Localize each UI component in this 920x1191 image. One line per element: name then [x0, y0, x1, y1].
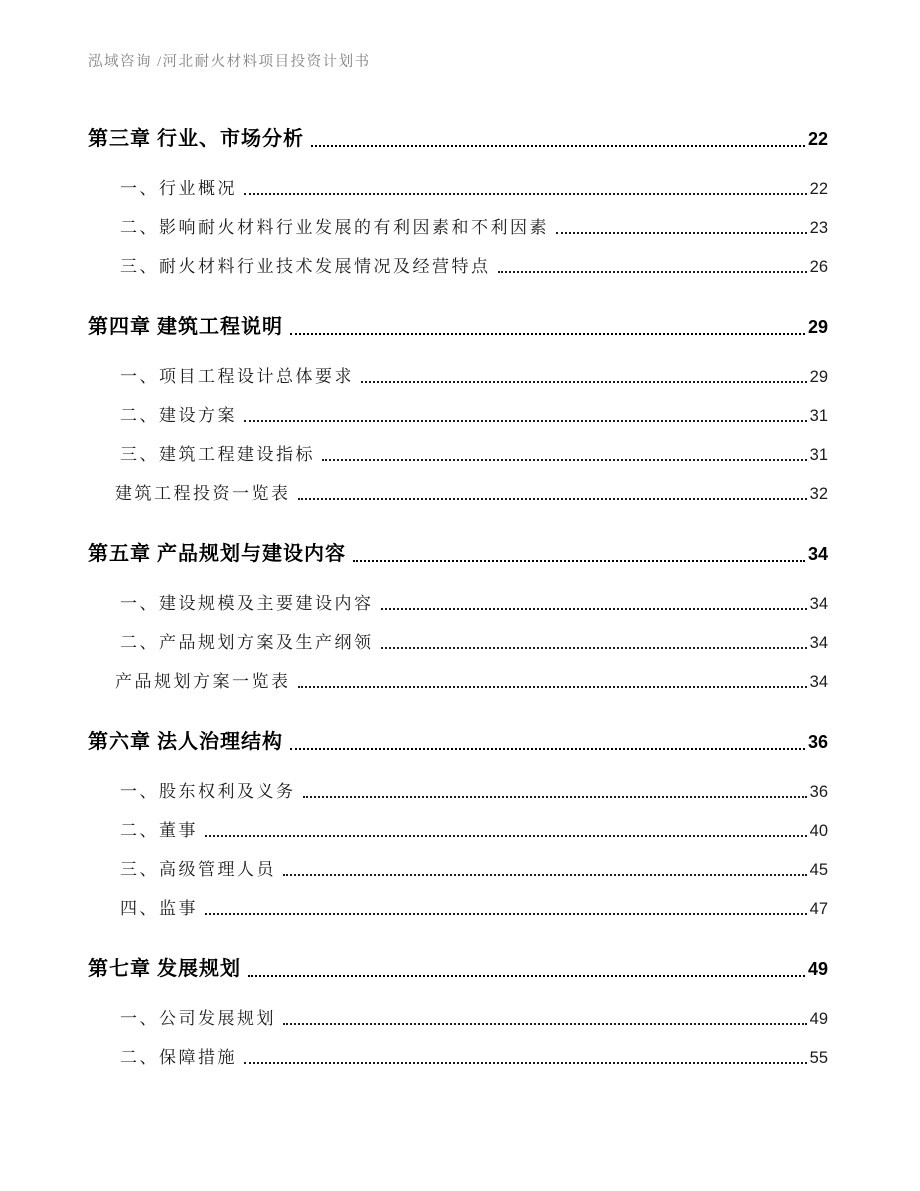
dot-leader — [248, 975, 805, 977]
toc-sub-title: 三、耐火材料行业技术发展情况及经营特点 — [120, 257, 491, 276]
toc-page-number: 36 — [809, 783, 828, 801]
toc-page-number: 36 — [807, 732, 828, 752]
toc-page-number: 49 — [807, 959, 828, 979]
dot-leader — [322, 459, 807, 461]
toc-sub-entry[interactable] — [88, 781, 828, 803]
toc-sub-title: 一、项目工程设计总体要求 — [120, 367, 354, 386]
toc-page-number: 34 — [809, 634, 828, 652]
dot-leader — [298, 498, 807, 500]
toc-sub-entry[interactable] — [88, 671, 828, 693]
dot-leader — [498, 271, 807, 273]
toc-chapter-entry[interactable] — [88, 541, 828, 567]
toc-chapter-title: 第三章 行业、市场分析 — [88, 128, 304, 150]
toc-list — [88, 126, 828, 1069]
toc-page-number: 40 — [809, 822, 828, 840]
toc-sub-title: 二、保障措施 — [120, 1048, 237, 1067]
toc-page-number: 34 — [807, 544, 828, 564]
dot-leader — [283, 1023, 807, 1025]
toc-sub-entry[interactable] — [88, 859, 828, 881]
toc-page-number: 47 — [809, 900, 828, 918]
dot-leader — [244, 1062, 807, 1064]
dot-leader — [556, 232, 807, 234]
dot-leader — [298, 686, 807, 688]
toc-page-number: 34 — [809, 673, 828, 691]
toc-sub-entry[interactable] — [88, 444, 828, 466]
toc-sub-entry[interactable] — [88, 256, 828, 278]
toc-page-number: 34 — [809, 595, 828, 613]
toc-sub-entry[interactable] — [88, 178, 828, 200]
toc-sub-entry[interactable] — [88, 632, 828, 654]
dot-leader — [290, 748, 805, 750]
toc-sub-title: 二、产品规划方案及生产纲领 — [120, 633, 374, 652]
dot-leader — [290, 333, 805, 335]
toc-sub-title: 四、监事 — [120, 899, 198, 918]
toc-chapter-entry[interactable] — [88, 729, 828, 755]
toc-chapter-entry[interactable] — [88, 956, 828, 982]
toc-page-number: 45 — [809, 861, 828, 879]
toc-sub-entry[interactable] — [88, 898, 828, 920]
toc-sub-entry[interactable] — [88, 366, 828, 388]
dot-leader — [381, 608, 807, 610]
dot-leader — [244, 193, 807, 195]
toc-sub-title: 三、建筑工程建设指标 — [120, 445, 315, 464]
toc-page-number: 23 — [809, 219, 828, 237]
toc-sub-title: 二、影响耐火材料行业发展的有利因素和不利因素 — [120, 218, 549, 237]
toc-chapter-entry[interactable] — [88, 126, 828, 152]
toc-chapter-title: 第五章 产品规划与建设内容 — [88, 543, 346, 565]
toc-page-number: 29 — [809, 368, 828, 386]
toc-sub-title: 一、股东权利及义务 — [120, 782, 296, 801]
dot-leader — [361, 381, 807, 383]
toc-sub-entry[interactable] — [88, 217, 828, 239]
toc-page-number: 26 — [809, 258, 828, 276]
toc-sub-entry[interactable] — [88, 405, 828, 427]
toc-sub-entry[interactable] — [88, 1047, 828, 1069]
toc-page-number: 22 — [807, 129, 828, 149]
toc-sub-title: 一、公司发展规划 — [120, 1009, 276, 1028]
toc-page-number: 32 — [809, 485, 828, 503]
toc-sub-title: 三、高级管理人员 — [120, 860, 276, 879]
header-text: 泓域咨询 /河北耐火材料项目投资计划书 — [88, 54, 371, 70]
dot-leader — [205, 835, 807, 837]
dot-leader — [311, 145, 805, 147]
toc-page-number: 49 — [809, 1010, 828, 1028]
document-header — [88, 53, 371, 71]
toc-sub-title: 二、董事 — [120, 821, 198, 840]
dot-leader — [303, 796, 807, 798]
toc-sub-entry[interactable] — [88, 820, 828, 842]
toc-sub-title: 一、行业概况 — [120, 179, 237, 198]
toc-sub-entry[interactable] — [88, 483, 828, 505]
toc-chapter-title: 第六章 法人治理结构 — [88, 731, 283, 753]
toc-chapter-entry[interactable] — [88, 314, 828, 340]
toc-sub-title: 二、建设方案 — [120, 406, 237, 425]
dot-leader — [205, 913, 807, 915]
toc-page-number: 29 — [807, 317, 828, 337]
toc-sub-title: 建筑工程投资一览表 — [115, 484, 291, 503]
dot-leader — [244, 420, 807, 422]
dot-leader — [353, 560, 805, 562]
dot-leader — [283, 874, 807, 876]
dot-leader — [381, 647, 807, 649]
toc-chapter-title: 第四章 建筑工程说明 — [88, 316, 283, 338]
toc-sub-title: 产品规划方案一览表 — [115, 672, 291, 691]
toc-sub-entry[interactable] — [88, 593, 828, 615]
toc-page-number: 55 — [809, 1049, 828, 1067]
toc-page-number: 22 — [809, 180, 828, 198]
toc-chapter-title: 第七章 发展规划 — [88, 958, 241, 980]
toc-sub-title: 一、建设规模及主要建设内容 — [120, 594, 374, 613]
toc-page-number: 31 — [809, 446, 828, 464]
toc-sub-entry[interactable] — [88, 1008, 828, 1030]
toc-page-number: 31 — [809, 407, 828, 425]
